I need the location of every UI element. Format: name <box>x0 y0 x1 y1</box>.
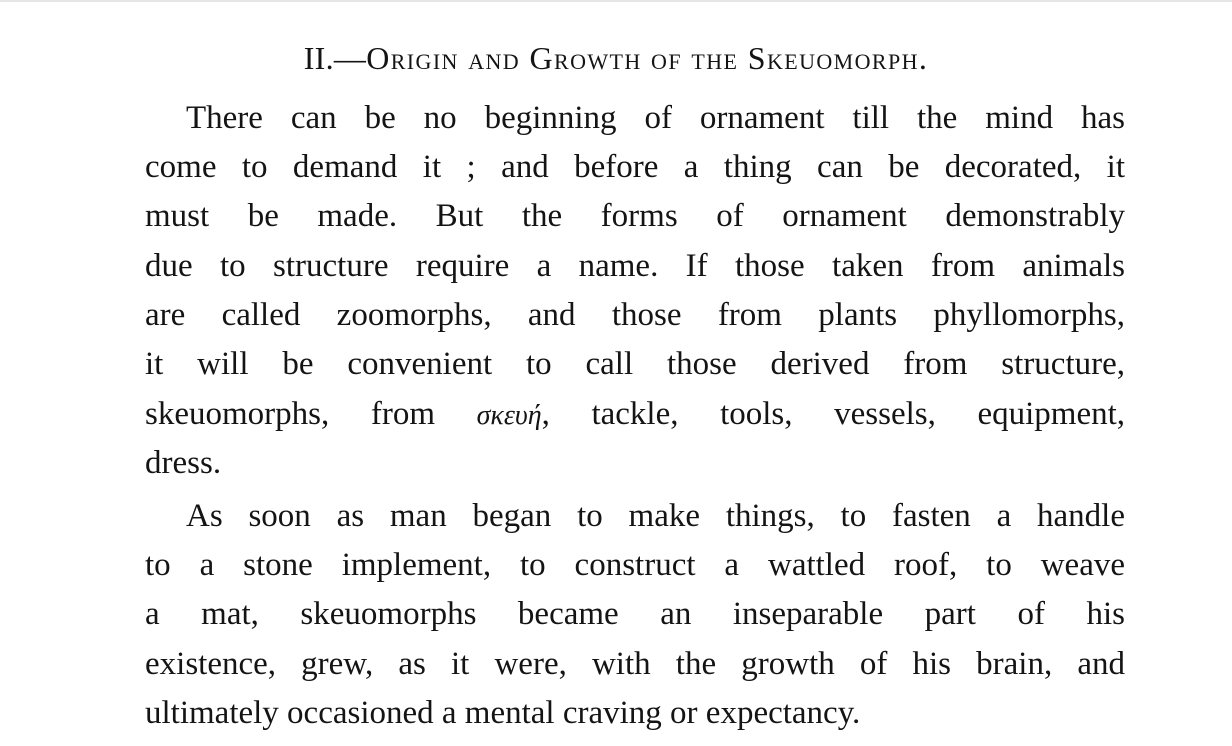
paragraph-1-line: must be made. But the forms of ornament demonstrably <box>145 198 1125 234</box>
line-text-before-greek: skeuomorphs, from <box>145 396 477 432</box>
section-title: Origin and Growth of the Skeuomorph. <box>366 40 929 76</box>
greek-word: σκευή <box>476 400 542 431</box>
paragraph-2-line: a mat, skeuomorphs became an inseparable part of his <box>145 596 1125 632</box>
paragraph-2-last-line: ultimately occasioned a mental craving or expectancy. <box>145 695 861 731</box>
paragraph-1-line-greek <box>145 390 1125 440</box>
section-heading <box>0 34 1232 82</box>
paragraph-1-line: come to demand it ; and before a thing can be decorated, it <box>145 149 1125 185</box>
paragraph-1-line: due to structure require a name. If those taken from animals <box>145 248 1125 284</box>
paragraph-2-line: As soon as man began to make things, to fasten a handle <box>186 498 1125 534</box>
paragraph-2-line: to a stone implement, to construct a wattled roof, to weave <box>145 547 1125 583</box>
section-number: II. <box>303 40 334 76</box>
line-text-after-greek: , tackle, tools, vessels, equipment, <box>541 396 1125 432</box>
paragraph-2-line: existence, grew, as it were, with the growth of his brain, and <box>145 646 1125 682</box>
paragraph-1-line: There can be no beginning of ornament till the mind has <box>186 100 1125 136</box>
paragraph-1-line: are called zoomorphs, and those from plants phyllomorphs, <box>145 297 1125 333</box>
paragraph-1-last-line: dress. <box>145 445 222 481</box>
heading-dash: — <box>333 40 367 76</box>
paragraph-1-line: it will be convenient to call those derived from structure, <box>145 346 1125 382</box>
